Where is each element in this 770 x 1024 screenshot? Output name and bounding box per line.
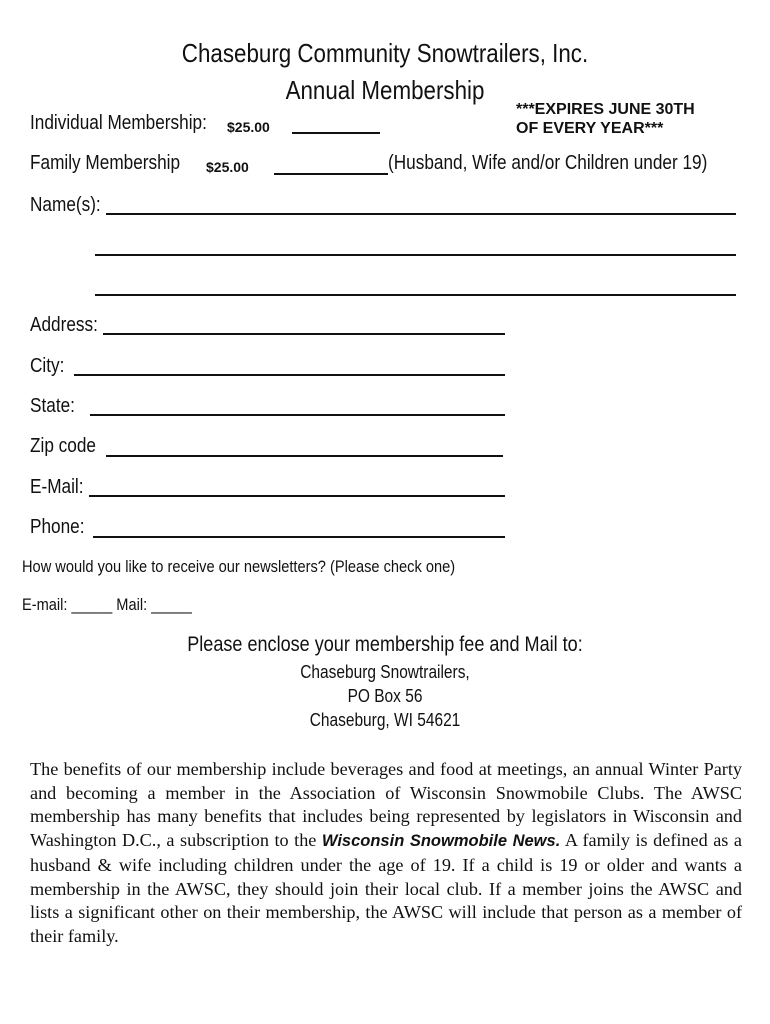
phone-label: Phone: [30,516,85,538]
newsletter-email-option[interactable]: E-mail: _____ [22,595,113,614]
family-membership-blank[interactable] [274,173,388,175]
names-line-1[interactable] [106,213,736,215]
individual-membership-blank[interactable] [292,132,380,134]
family-membership-fee: $25.00 [206,159,249,175]
benefits-text-part-1: The benefits of our membership include beverages and food at meetings, an annual Winter Party and becoming a member in the Association of Wisconsin Snowmobile Clubs. The AWSC membership has many benefits that includes being represented by legislators in Wisconsin and Washington D.C., a subscription to the [30,759,742,851]
mailing-address-line-2: PO Box 56 [347,686,423,706]
expiration-notice [516,100,695,138]
individual-membership-label: Individual Membership: [30,112,207,134]
mailing-instruction: Please enclose your membership fee and Mail to: [187,633,583,656]
family-membership-note: (Husband, Wife and/or Children under 19) [388,152,708,174]
expiration-line-1: ***EXPIRES JUNE 30TH [516,101,695,118]
names-label: Name(s): [30,194,101,216]
phone-field[interactable] [93,536,505,538]
address-label: Address: [30,314,98,336]
publication-name: Wisconsin Snowmobile News. [321,832,561,851]
state-field[interactable] [90,414,505,416]
mailing-address-line-3: Chaseburg, WI 54621 [309,710,461,730]
newsletter-question: How would you like to receive our newsletters? (Please check one) [22,557,456,576]
city-label: City: [30,355,65,377]
city-field[interactable] [74,374,505,376]
newsletter-mail-option[interactable]: Mail: _____ [116,595,192,614]
email-field[interactable] [89,495,505,497]
zip-code-label: Zip code [30,435,96,457]
individual-membership-fee: $25.00 [227,119,270,135]
state-label: State: [30,395,75,417]
names-line-2[interactable] [95,254,736,256]
names-line-3[interactable] [95,294,736,296]
benefits-paragraph [30,758,742,949]
address-field[interactable] [103,333,505,335]
mailing-address-line-1: Chaseburg Snowtrailers, [300,662,470,682]
benefits-text-part-2: A family is defined as a husband & wife including children under the age of 19. If a child is 19 or older and wants a membership in the AWSC, they should join their local club. If a member joins the AWSC and lists a significant other on their membership, the AWSC will include that person as a member of their family. [30,830,742,946]
org-name: Chaseburg Community Snowtrailers, Inc. [181,38,589,68]
zip-code-field[interactable] [106,455,503,457]
email-label: E-Mail: [30,476,84,498]
expiration-line-2: OF EVERY YEAR*** [516,120,664,137]
form-title: Annual Membership [285,75,485,105]
family-membership-label: Family Membership [30,152,181,174]
newsletter-options [22,595,192,615]
